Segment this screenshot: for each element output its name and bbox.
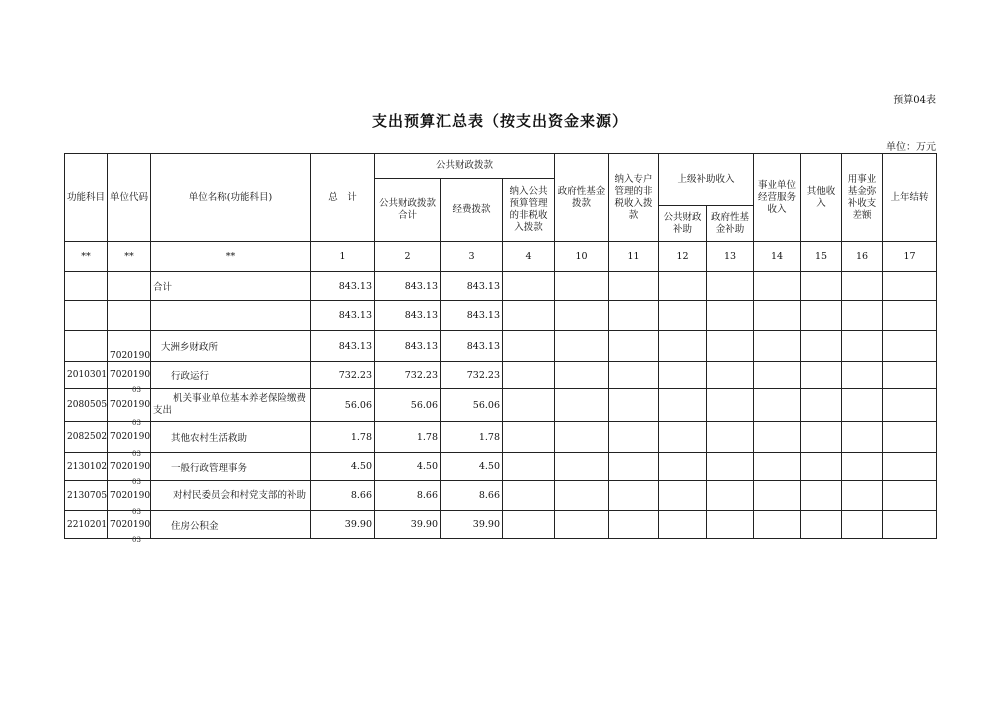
col-business-income: 事业单位经营服务收入 [754,154,801,242]
pf-subtotal-cell: 1.78 [375,422,441,453]
empty-cell [555,481,609,511]
empty-cell [883,511,937,539]
empty-cell [754,331,801,362]
empty-cell [883,422,937,453]
total-cell: 8.66 [311,481,375,511]
unit-code-cell [108,422,151,458]
empty-cell [555,272,609,301]
unit-code: 7020190 [110,490,151,501]
total-cell: 843.13 [311,272,375,301]
empty-cell [754,389,801,422]
table-row [65,331,937,362]
empty-cell [503,422,555,453]
col-num: 14 [754,242,801,272]
empty-cell [754,301,801,331]
empty-cell [754,272,801,301]
col-func-code: 功能科目 [65,154,108,242]
col-num: ** [65,242,108,272]
col-public-fiscal: 公共财政拨款 [375,154,555,179]
col-pf-subtotal: 公共财政拨款合计 [375,179,441,242]
pf-funds-cell: 8.66 [441,481,503,511]
empty-cell [503,481,555,511]
total-cell: 4.50 [311,453,375,481]
table-row [65,453,937,481]
empty-cell [883,481,937,511]
empty-cell [707,453,754,481]
func-code-cell: 2082502 [65,422,108,453]
pf-subtotal-cell: 732.23 [375,362,441,389]
unit-code-suffix: 03 [132,450,141,458]
col-num: 15 [801,242,842,272]
empty-cell [659,511,707,539]
total-cell: 56.06 [311,389,375,422]
empty-cell [659,331,707,362]
pf-subtotal-cell: 843.13 [375,331,441,362]
empty-cell [707,362,754,389]
empty-cell [659,481,707,511]
total-cell: 732.23 [311,362,375,389]
empty-cell [707,301,754,331]
empty-cell [609,422,659,453]
col-pf-funds: 经费拨款 [441,179,503,242]
func-code-cell [65,331,108,362]
empty-cell [707,422,754,453]
unit-name-cell: 合计 [151,272,311,301]
unit-code-cell [108,389,151,427]
func-code-cell [65,272,108,301]
unit-name-cell: 大洲乡财政所 [151,331,311,362]
empty-cell [754,362,801,389]
empty-cell [754,422,801,453]
unit-label: 单位：万元 [886,142,936,153]
empty-cell [842,481,883,511]
col-num: 13 [707,242,754,272]
func-code-cell: 2210201 [65,511,108,539]
empty-cell [659,422,707,453]
empty-cell [707,389,754,422]
column-number-row [65,242,937,272]
pf-subtotal-cell: 39.90 [375,511,441,539]
table-row [65,481,937,511]
empty-cell [503,511,555,539]
func-code-cell: 2010301 [65,362,108,389]
empty-cell [659,272,707,301]
col-carryover: 上年结转 [883,154,937,242]
col-reserve-fund: 用事业基金弥补收支差额 [842,154,883,242]
unit-name-cell: 对村民委员会和村党支部的补助 [151,481,311,511]
empty-cell [883,301,937,331]
empty-cell [555,453,609,481]
unit-code-cell [108,272,151,301]
empty-cell [555,422,609,453]
total-cell: 843.13 [311,331,375,362]
empty-cell [609,453,659,481]
empty-cell [503,362,555,389]
total-cell: 1.78 [311,422,375,453]
unit-code-cell: 7020190 [108,331,151,362]
unit-code: 7020190 [110,461,151,472]
col-num: 3 [441,242,503,272]
empty-cell [503,331,555,362]
col-sub-public: 公共财政补助 [659,206,707,242]
empty-cell [555,301,609,331]
col-num: 10 [555,242,609,272]
col-num: 16 [842,242,883,272]
empty-cell [842,511,883,539]
empty-cell [801,362,842,389]
unit-code-suffix: 03 [132,386,141,394]
empty-cell [883,453,937,481]
col-special-nontax: 纳入专户管理的非税收入拨款 [609,154,659,242]
empty-cell [842,301,883,331]
col-num: 2 [375,242,441,272]
func-code-cell: 2130705 [65,481,108,511]
unit-name-cell: 机关事业单位基本养老保险缴费支出 [151,389,311,422]
empty-cell [609,272,659,301]
empty-cell [659,389,707,422]
empty-cell [801,272,842,301]
empty-cell [609,511,659,539]
empty-cell [503,389,555,422]
table-row [65,511,937,539]
empty-cell [503,272,555,301]
unit-code-cell [108,511,151,544]
empty-cell [883,272,937,301]
pf-subtotal-cell: 4.50 [375,453,441,481]
empty-cell [609,389,659,422]
unit-name-cell: 其他农村生活救助 [151,422,311,453]
unit-code-suffix: 03 [132,536,141,544]
unit-code-suffix: 03 [132,508,141,516]
unit-code-cell [108,481,151,516]
empty-cell [609,362,659,389]
empty-cell [883,389,937,422]
table-row [65,362,937,389]
table-row [65,272,937,301]
empty-cell [707,272,754,301]
unit-code-suffix: 03 [132,419,141,427]
col-num: 1 [311,242,375,272]
empty-cell [503,301,555,331]
empty-cell [883,362,937,389]
empty-cell [842,453,883,481]
col-num: ** [108,242,151,272]
empty-cell [555,511,609,539]
col-sub-gov: 政府性基金补助 [707,206,754,242]
empty-cell [842,422,883,453]
budget-table [64,153,937,544]
col-other-income: 其他收入 [801,154,842,242]
empty-cell [659,301,707,331]
pf-funds-cell: 843.13 [441,301,503,331]
col-unit-name: 单位名称(功能科目) [151,154,311,242]
table-row [65,301,937,331]
empty-cell [503,453,555,481]
pf-subtotal-cell: 843.13 [375,301,441,331]
empty-cell [659,453,707,481]
pf-funds-cell: 4.50 [441,453,503,481]
empty-cell [842,389,883,422]
unit-name-cell: 住房公积金 [151,511,311,539]
empty-cell [609,301,659,331]
unit-code-suffix: 03 [132,478,141,486]
pf-funds-cell: 843.13 [441,331,503,362]
empty-cell [801,389,842,422]
empty-cell [842,362,883,389]
empty-cell [659,362,707,389]
unit-code-cell [108,362,151,394]
pf-funds-cell: 39.90 [441,511,503,539]
empty-cell [555,362,609,389]
unit-code: 7020190 [110,370,151,380]
col-pf-nontax: 纳入公共预算管理的非税收入拨款 [503,179,555,242]
pf-funds-cell: 843.13 [441,272,503,301]
pf-funds-cell: 56.06 [441,389,503,422]
total-cell: 39.90 [311,511,375,539]
table-row [65,422,937,453]
empty-cell [801,481,842,511]
empty-cell [842,331,883,362]
unit-code: 7020190 [110,432,151,442]
col-num: 4 [503,242,555,272]
unit-code-cell [108,301,151,331]
empty-cell [801,422,842,453]
unit-name-cell: 一般行政管理事务 [151,453,311,481]
unit-name-cell [151,301,311,331]
unit-code-cell [108,453,151,486]
pf-subtotal-cell: 843.13 [375,272,441,301]
col-num: ** [151,242,311,272]
empty-cell [555,331,609,362]
empty-cell [842,272,883,301]
func-code-cell: 2130102 [65,453,108,481]
pf-funds-cell: 732.23 [441,362,503,389]
page-title: 支出预算汇总表（按支出资金来源） [371,112,628,130]
func-code-cell [65,301,108,331]
func-code-cell: 2080505 [65,389,108,422]
col-gov-fund: 政府性基金拨款 [555,154,609,242]
col-total: 总 计 [311,154,375,242]
table-row [65,389,937,422]
col-superior-subsidy: 上级补助收入 [659,154,754,206]
empty-cell [801,301,842,331]
form-number: 预算04表 [893,95,936,106]
col-num: 17 [883,242,937,272]
empty-cell [801,453,842,481]
empty-cell [801,511,842,539]
pf-subtotal-cell: 8.66 [375,481,441,511]
empty-cell [883,331,937,362]
empty-cell [754,453,801,481]
col-unit-code: 单位代码 [108,154,151,242]
empty-cell [609,331,659,362]
empty-cell [555,389,609,422]
col-num: 11 [609,242,659,272]
unit-code: 7020190 [110,519,151,530]
total-cell: 843.13 [311,301,375,331]
pf-funds-cell: 1.78 [441,422,503,453]
empty-cell [707,481,754,511]
empty-cell [801,331,842,362]
empty-cell [707,331,754,362]
pf-subtotal-cell: 56.06 [375,389,441,422]
empty-cell [754,481,801,511]
col-num: 12 [659,242,707,272]
empty-cell [754,511,801,539]
empty-cell [609,481,659,511]
unit-name-cell: 行政运行 [151,362,311,389]
empty-cell [707,511,754,539]
unit-code: 7020190 [110,400,151,410]
